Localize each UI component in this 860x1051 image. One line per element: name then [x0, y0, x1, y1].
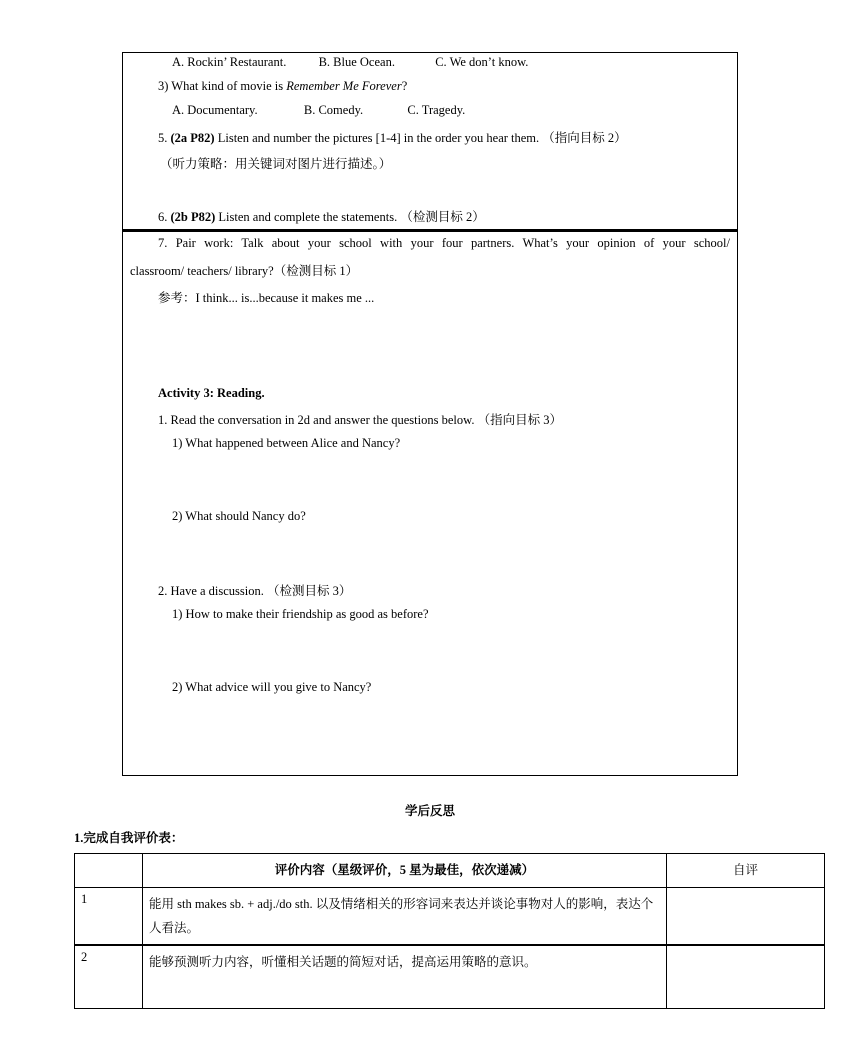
option-a: A. Rockin’ Restaurant.: [172, 55, 287, 69]
header-cell-self: 自评: [667, 854, 825, 888]
header-cell-blank: [75, 854, 143, 888]
q3-option-a: A. Documentary.: [172, 103, 258, 117]
q6-ref: (2b P82): [170, 210, 216, 224]
reference-sentence: 参考：I think... is...because it makes me ...: [158, 291, 375, 305]
options-line: [172, 55, 528, 70]
self-evaluation-table: [74, 853, 825, 1009]
q3-options-line: [172, 103, 465, 118]
table-row: [75, 888, 825, 946]
question-6: [158, 207, 485, 225]
reading-question-1: 1. Read the conversation in 2d and answer the questions below. （指向目标 3）: [158, 413, 562, 427]
question-5: [158, 128, 627, 146]
discussion-subquestion-2: 2) What advice will you give to Nancy?: [172, 680, 372, 694]
discussion-subquestion-1: 1) How to make their friendship as good as before?: [172, 607, 429, 621]
question-7-line1: 7. Pair work: Talk about your school with your four partners. What’s your opinion of your school/: [158, 236, 730, 250]
q5-num: 5.: [158, 131, 171, 145]
option-c: C. We don’t know.: [435, 55, 529, 69]
reading-subquestion-1: 1) What happened between Alice and Nancy?: [172, 436, 401, 450]
option-b: B. Blue Ocean.: [318, 55, 395, 69]
header-cell-content: 评价内容（星级评价，5 星为最佳，依次递减）: [143, 854, 667, 888]
q5-text: Listen and number the pictures [1-4] in the order you hear them. （指向目标 2）: [214, 131, 627, 145]
table-row: [75, 945, 825, 1008]
q6-num: 6.: [158, 210, 171, 224]
activity-3-heading: Activity 3: Reading.: [158, 386, 265, 400]
row-self-eval[interactable]: [667, 945, 825, 1008]
reading-subquestion-2: 2) What should Nancy do?: [172, 509, 306, 523]
row-number: 1: [75, 888, 143, 946]
row-self-eval[interactable]: [667, 888, 825, 946]
question-3: [158, 79, 407, 94]
movie-title: Remember Me Forever: [286, 79, 402, 93]
q6-text: Listen and complete the statements. （检测目标 2）: [215, 210, 485, 224]
reflection-subtitle: 1.完成自我评价表：: [74, 831, 184, 845]
row-content: 能够预测听力内容，听懂相关话题的简短对话，提高运用策略的意识。: [143, 945, 667, 1008]
q3-text: 3) What kind of movie is: [158, 79, 287, 93]
row-content: 能用 sth makes sb. + adj./do sth. 以及情绪相关的形容词来表达并谈论事物对人的影响，表达个人看法。: [143, 888, 667, 946]
reading-question-2: 2. Have a discussion. （检测目标 3）: [158, 584, 352, 598]
row-number: 2: [75, 945, 143, 1008]
question-7-line2: classroom/ teachers/ library?（检测目标 1）: [130, 264, 359, 278]
listening-strategy: （听力策略：用关键词对图片进行描述。）: [160, 157, 392, 171]
q5-ref: (2a P82): [170, 131, 215, 145]
reflection-title: 学后反思: [404, 804, 455, 818]
q3-option-b: B. Comedy.: [303, 103, 364, 117]
q3-mark: ?: [401, 79, 408, 93]
q3-option-c: C. Tragedy.: [407, 103, 466, 117]
table-header-row: [75, 854, 825, 888]
